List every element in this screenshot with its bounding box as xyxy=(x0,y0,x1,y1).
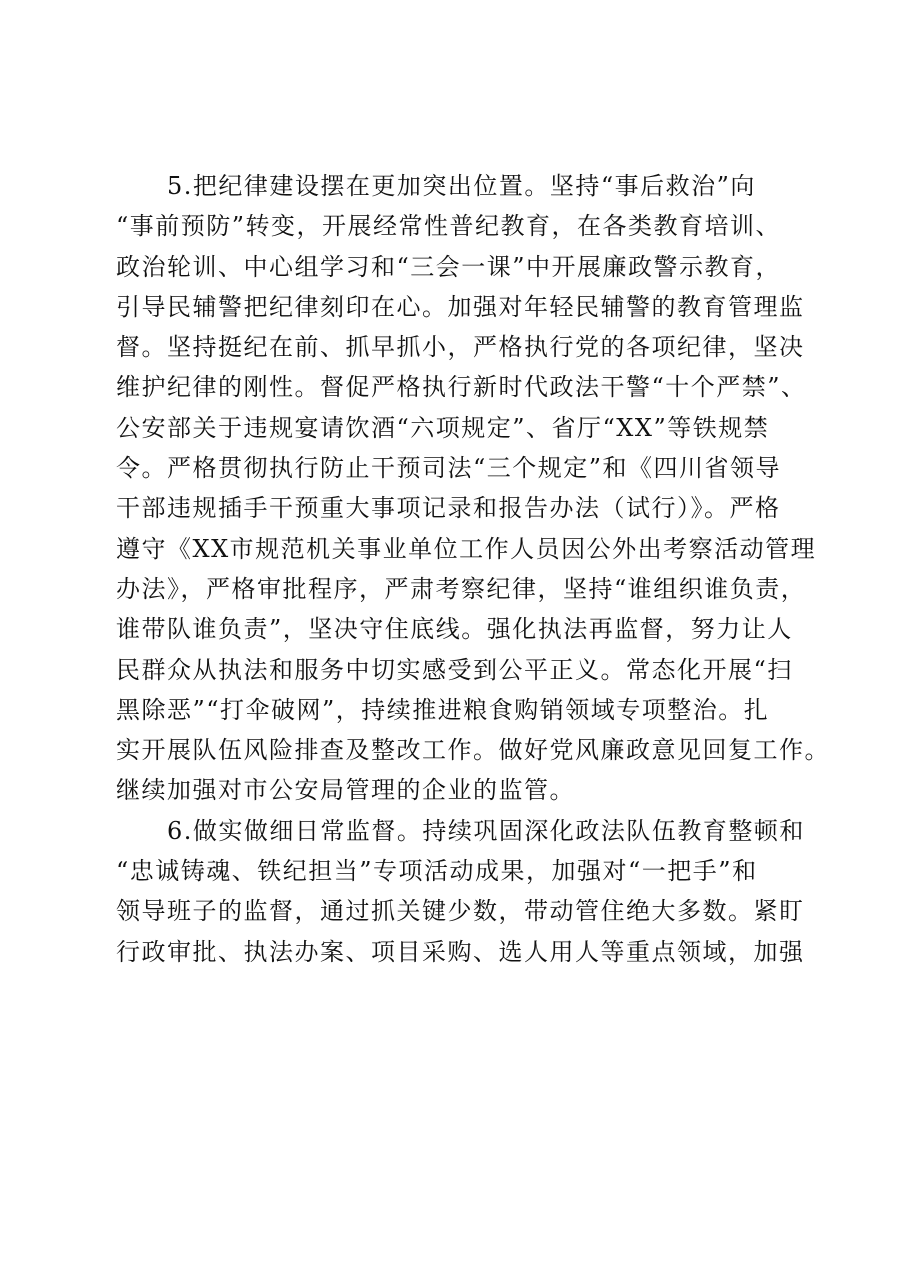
text-line: 公安部关于违规宴请饮酒“六项规定”、省厅“XX”等铁规禁 xyxy=(116,413,770,442)
text-line: 5.把纪律建设摆在更加突出位置。坚持“事后救治”向 xyxy=(116,172,756,200)
text-line: 实开展队伍风险排查及整改工作。做好党风廉政意见回复工作。 xyxy=(116,736,830,765)
text-line: 政治轮训、中心组学习和“三会一课”中开展廉政警示教育， xyxy=(116,252,782,281)
text-line: 领导班子的监督，通过抓关键少数，带动管住绝大多数。紧盯 xyxy=(116,897,805,926)
text-line: “忠诚铸魂、铁纪担当”专项活动成果，加强对“一把手”和 xyxy=(116,857,758,886)
document-body xyxy=(116,166,830,972)
text-line: “事前预防”转变，开展经常性普纪教育，在各类教育培训、 xyxy=(116,212,782,241)
text-line: 办法》，严格审批程序，严肃考察纪律，坚持“谁组织谁负责， xyxy=(116,574,807,603)
text-line: 继续加强对市公安局管理的企业的监管。 xyxy=(116,776,575,805)
text-line: 引导民辅警把纪律刻印在心。加强对年轻民辅警的教育管理监 xyxy=(116,292,805,321)
text-line: 6.做实做细日常监督。持续巩固深化政法队伍教育整顿和 xyxy=(116,816,805,845)
text-line: 令。严格贯彻执行防止干预司法“三个规定”和《四川省领导 xyxy=(116,454,782,483)
paragraph xyxy=(116,811,806,972)
text-line: 干部违规插手干预重大事项记录和报告办法（试行）》。严格 xyxy=(116,494,781,523)
text-line: 谁带队谁负责”，坚决守住底线。强化执法再监督，努力让人 xyxy=(116,615,793,644)
text-line: 维护纪律的刚性。督促严格执行新时代政法干警“十个严禁”、 xyxy=(116,373,807,402)
text-line: 行政审批、执法办案、项目采购、选人用人等重点领域，加强 xyxy=(116,937,805,966)
text-line: 黑除恶”“打伞破网”，持续推进粮食购销领域专项整治。扎 xyxy=(116,695,770,724)
paragraph xyxy=(116,166,830,811)
text-line: 督。坚持挺纪在前、抓早抓小，严格执行党的各项纪律，坚决 xyxy=(116,333,805,362)
text-line: 遵守《XX市规范机关事业单位工作人员因公外出考察活动管理 xyxy=(116,534,817,563)
text-line: 民群众从执法和服务中切实感受到公平正义。常态化开展“扫 xyxy=(116,655,793,684)
